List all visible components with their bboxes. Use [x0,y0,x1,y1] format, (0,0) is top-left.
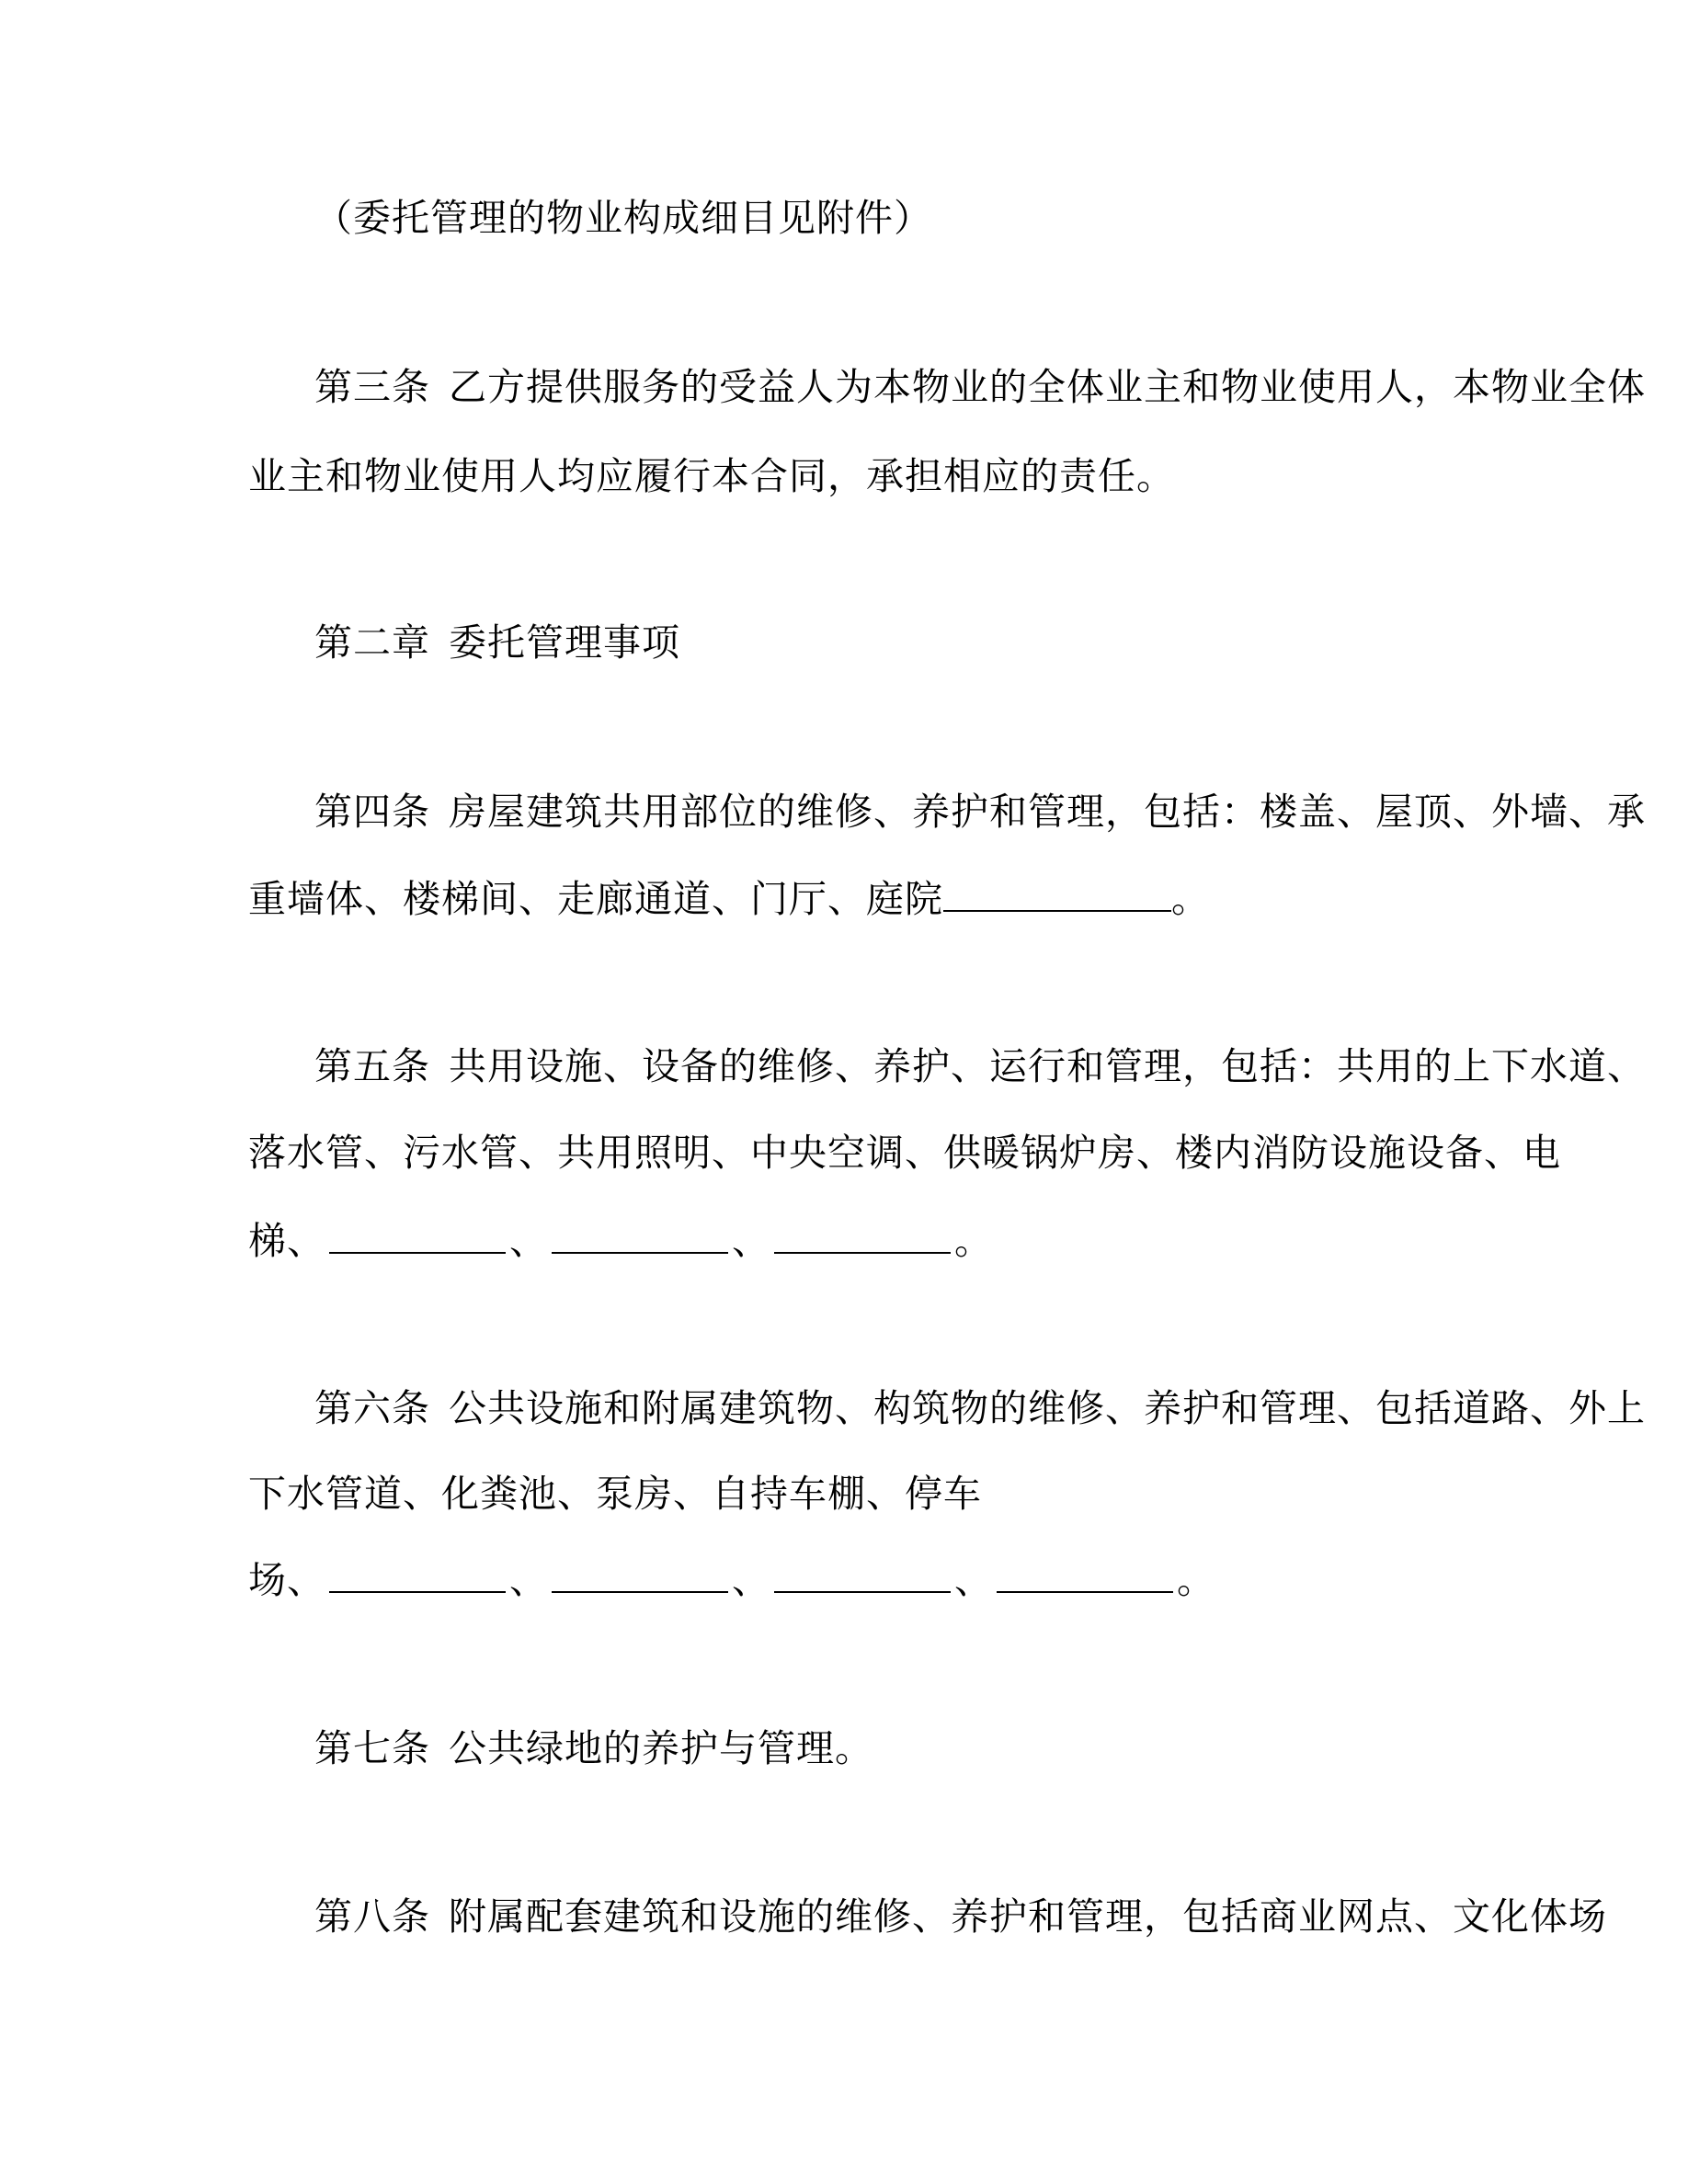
fill-in-blank[interactable] [552,1219,728,1254]
separator: 、 [732,1219,770,1263]
separator: 、 [732,1558,770,1602]
period: 。 [954,1219,993,1263]
article-label: 第五条 [314,1044,430,1088]
chapter-2-heading [314,620,680,665]
article-label: 第七条 [314,1726,430,1770]
article-5-line-3 [248,1218,993,1264]
article-7 [314,1725,873,1771]
article-text: 乙方提供服务的受益人为本物业的全体业主和物业使用人，本物业全体 [449,365,1646,409]
separator: 、 [954,1558,993,1602]
article-label: 第三条 [314,365,430,409]
article-text: 重墙体、楼梯间、走廊通道、门厅、庭院 [248,877,943,921]
article-text: 梯、 [248,1219,325,1263]
fill-in-blank[interactable] [943,877,1171,912]
article-text: 附属配套建筑和设施的维修、养护和管理，包括商业网点、文化体场 [449,1894,1607,1939]
article-text: 共用设施、设备的维修、养护、运行和管理，包括：共用的上下水道、 [449,1044,1646,1088]
fill-in-blank[interactable] [774,1558,951,1593]
fill-in-blank[interactable] [997,1558,1173,1593]
article-text: 场、 [248,1558,325,1602]
article-6-line-2: 下水管道、化粪池、泵房、自持车棚、停车 [248,1472,982,1516]
separator: 、 [509,1558,548,1602]
article-label: 第八条 [314,1894,430,1939]
article-5-line-2: 落水管、污水管、共用照明、中央空调、供暖锅炉房、楼内消防设施设备、电 [248,1131,1561,1175]
article-4-line-2 [248,876,1210,922]
article-3-line-1 [314,364,1646,410]
article-4-line-1 [314,789,1646,835]
period: 。 [1171,877,1210,921]
period: 。 [1177,1558,1215,1602]
fill-in-blank[interactable] [329,1219,506,1254]
article-5-line-1 [314,1043,1646,1089]
fill-in-blank[interactable] [329,1558,506,1593]
separator: 、 [509,1219,548,1263]
article-label: 第六条 [314,1386,430,1430]
article-text: 公共绿地的养护与管理。 [449,1726,873,1770]
article-8-line-1 [314,1894,1607,1939]
fill-in-blank[interactable] [552,1558,728,1593]
article-text: 房屋建筑共用部位的维修、养护和管理，包括：楼盖、屋顶、外墙、承 [449,790,1646,834]
chapter-label: 第二章 [314,620,430,665]
chapter-title: 委托管理事项 [449,620,680,665]
attachment-note: （委托管理的物业构成细目见附件） [314,196,932,240]
article-6-line-1 [314,1385,1646,1431]
article-text: 公共设施和附属建筑物、构筑物的维修、养护和管理、包括道路、外上 [449,1386,1646,1430]
article-3-line-2: 业主和物业使用人均应履行本合同，承担相应的责任。 [248,454,1175,498]
article-label: 第四条 [314,790,430,834]
article-6-line-3 [248,1557,1215,1603]
fill-in-blank[interactable] [774,1219,951,1254]
